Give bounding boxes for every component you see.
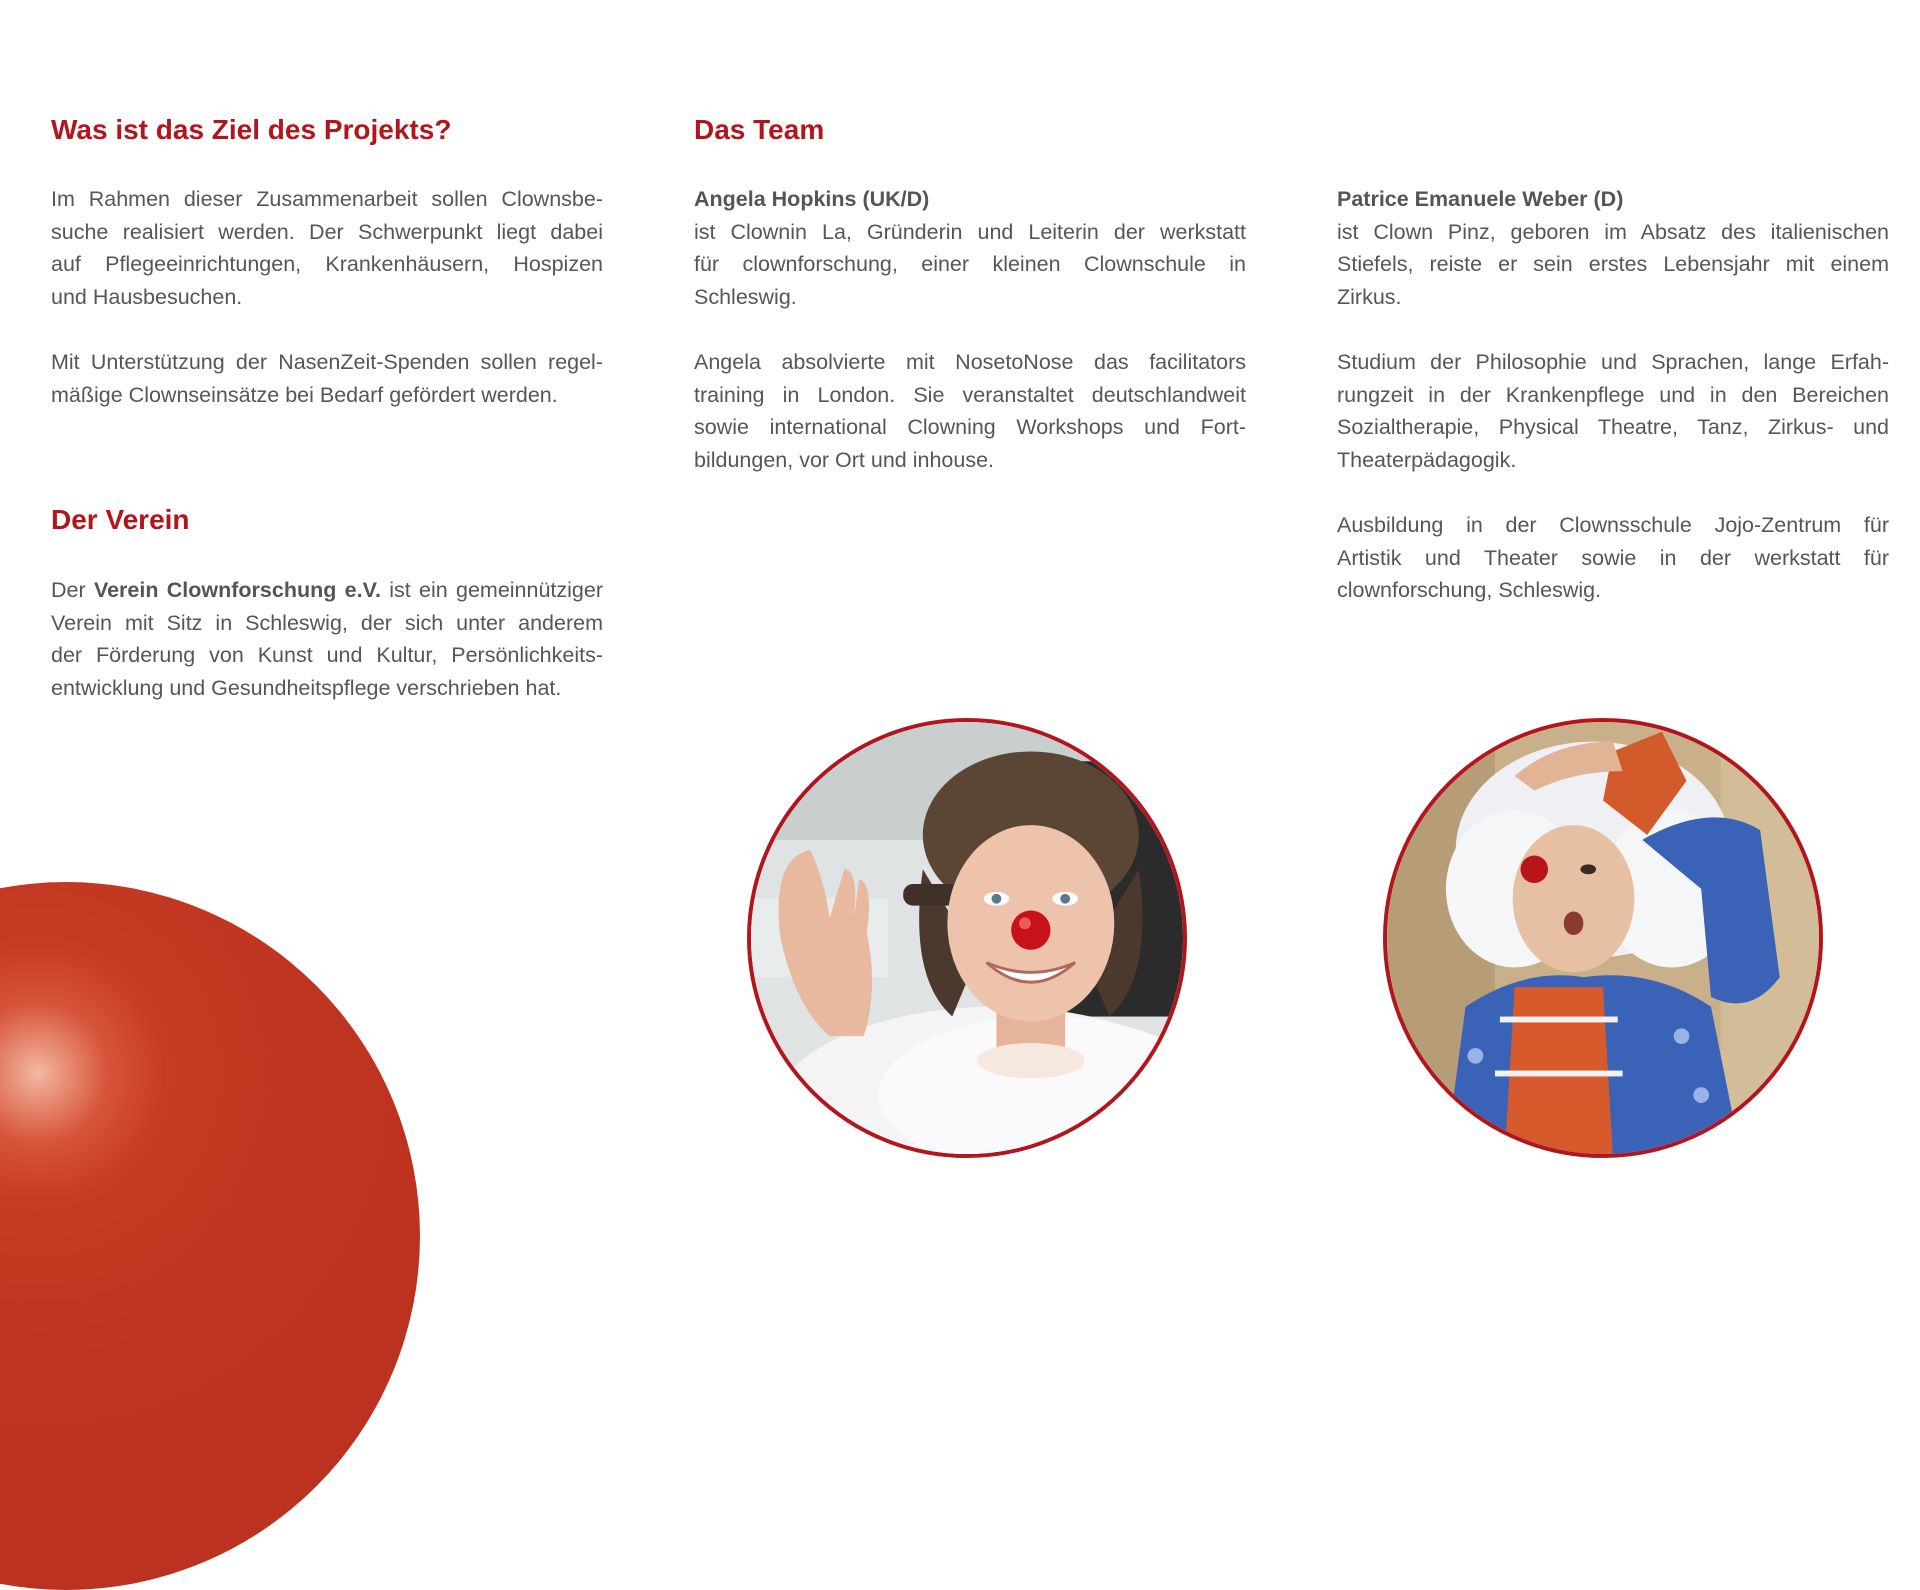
member-bio-patrice-3 xyxy=(1337,509,1889,607)
member-bio-angela xyxy=(694,183,1246,313)
text-line: Studium der Philosophie und Sprachen, lange Erfah- xyxy=(1337,350,1889,374)
clown-pinz-illustration xyxy=(1387,722,1819,1154)
verein-paragraph xyxy=(51,574,603,704)
member-name: Angela Hopkins (UK/D) xyxy=(694,187,930,211)
text-line: Zirkus. xyxy=(1337,284,1402,309)
clown-la-illustration xyxy=(751,722,1183,1154)
red-clown-nose-decoration xyxy=(0,882,420,1590)
text-line: Im Rahmen dieser Zusammenarbeit sollen Clownsbe- xyxy=(51,187,603,211)
text-fragment: Der xyxy=(51,578,94,602)
text-line: Angela absolvierte mit NosetoNose das facilitators xyxy=(694,350,1246,374)
team-heading: Das Team xyxy=(694,114,825,145)
text-line: training in London. Sie veranstaltet deutschlandweit xyxy=(694,382,1246,407)
text-fragment: ist ein gemeinnütziger xyxy=(380,578,603,602)
text-line: bildungen, vor Ort und inhouse. xyxy=(694,447,995,472)
text-line: Mit Unterstützung der NasenZeit-Spenden sollen regel- xyxy=(51,350,603,374)
verein-heading: Der Verein xyxy=(51,504,190,535)
text-line: Verein mit Sitz in Schleswig, der sich unter anderem xyxy=(51,610,603,635)
member-bio-patrice-2 xyxy=(1337,346,1889,476)
text-line: und Hausbesuchen. xyxy=(51,284,243,309)
text-line: auf Pflegeeinrichtungen, Krankenhäusern, Hospizen xyxy=(51,252,603,276)
text-line: Ausbildung in der Clownsschule Jojo-Zentrum für xyxy=(1337,513,1889,537)
text-line: rungzeit in der Krankenpflege und in den Bereichen xyxy=(1337,382,1889,407)
goal-paragraph-1 xyxy=(51,183,603,313)
text-line: clownforschung, Schleswig. xyxy=(1337,578,1602,602)
text-line: der Förderung von Kunst und Kultur, Persönlichkeits- xyxy=(51,643,603,667)
text-line: Stiefels, reiste er sein erstes Lebensjahr mit einem xyxy=(1337,252,1889,276)
text-line xyxy=(51,574,603,607)
text-line: mäßige Clownseinsätze bei Bedarf gefördert werden. xyxy=(51,382,558,407)
text-line: Theaterpädagogik. xyxy=(1337,447,1517,472)
text-line: Artistik und Theater sowie in der werkstatt für xyxy=(1337,545,1889,570)
member-name: Patrice Emanuele Weber (D) xyxy=(1337,187,1624,211)
text-line: Sozialtherapie, Physical Theatre, Tanz, Zirkus- und xyxy=(1337,415,1889,439)
text-line: ist Clown Pinz, geboren im Absatz des italienischen xyxy=(1337,219,1889,244)
text-line: für clownforschung, einer kleinen Clownschule in xyxy=(694,252,1246,276)
text-line: entwicklung und Gesundheitspflege verschrieben hat. xyxy=(51,675,562,700)
text-line: Schleswig. xyxy=(694,284,797,309)
goal-paragraph-2 xyxy=(51,346,603,411)
text-line: ist Clownin La, Gründerin und Leiterin der werkstatt xyxy=(694,219,1246,244)
goal-heading: Was ist das Ziel des Projekts? xyxy=(51,114,452,145)
clown-la-portrait xyxy=(747,718,1187,1158)
verein-name: Verein Clownforschung e.V. xyxy=(93,578,381,602)
text-line: sowie international Clowning Workshops und Fort- xyxy=(694,415,1246,439)
member-bio-angela-2 xyxy=(694,346,1246,476)
clown-pinz-portrait xyxy=(1383,718,1823,1158)
member-bio-patrice xyxy=(1337,183,1889,313)
text-line: suche realisiert werden. Der Schwerpunkt liegt dabei xyxy=(51,219,603,244)
